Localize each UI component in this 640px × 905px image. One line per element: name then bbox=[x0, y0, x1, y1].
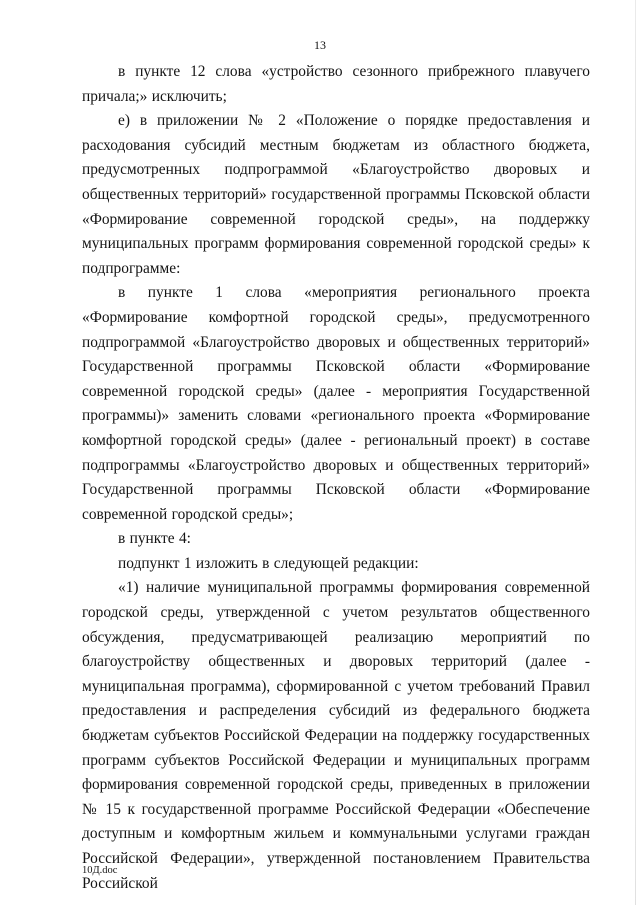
paragraph-appendix-2: е) в приложении № 2 «Положение о порядке предоставления и расходования субсидий местным бюджетам из областного бюджета, предусмотренных подпрограммой «Благоустройство дворовых и общественных территорий» государственной программы Псковской области «Формирование современной городской среды», на поддержку муниципальных программ формирования современной городской среды» к подпрограмме: bbox=[82, 112, 590, 277]
paragraph-subitem-1-intro: подпункт 1 изложить в следующей редакции: bbox=[118, 554, 419, 572]
paragraph-item-1-replacement: в пункте 1 слова «мероприятия регионального проекта «Формирование комфортной городской среды», предусмотренного подпрограммой «Благоустройство дворовых и общественных территорий» Государственной программы Псковской области «Формирование современной городской среды» (далее - мероприятия Государственной программы)» заменить словами «регионального проекта «Формирование комфортной городской среды» (далее - региональный проект) в составе подпрограммы «Благоустройство дворовых и общественных территорий» Государственной программы Псковской области «Формирование современной городской среды»; bbox=[82, 284, 590, 523]
footer-filename: 10Д.doc bbox=[82, 865, 118, 876]
paragraph-subitem-1-text: «1) наличие муниципальной программы формирования современной городской среды, утвержденной с учетом результатов общественного обсуждения, предусматривающей реализацию мероприятий по благоустройству общественных и дворовых территорий (далее - муниципальная программа), сформированной с учетом требований Правил предоставления и распределения субсидий из федерального бюджета бюджетам субъектов Российской Федерации на поддержку государственных программ субъектов Российской Федерации и муниципальных программ формирования современной городской среды, приведенных в приложении № 15 к государственной программе Российской Федерации «Обеспечение доступным и комфортным жильем и коммунальными услугами граждан Российской Федерации», утвержденной постановлением Правительства Российской bbox=[82, 579, 590, 892]
paragraph-item-4-heading: в пункте 4: bbox=[118, 530, 191, 548]
paragraph-item-12: в пункте 12 слова «устройство сезонного прибрежного плавучего причала;» исключить; bbox=[82, 63, 590, 105]
scan-edge-line bbox=[635, 0, 636, 905]
page-number: 13 bbox=[314, 38, 326, 52]
document-body bbox=[82, 60, 590, 896]
